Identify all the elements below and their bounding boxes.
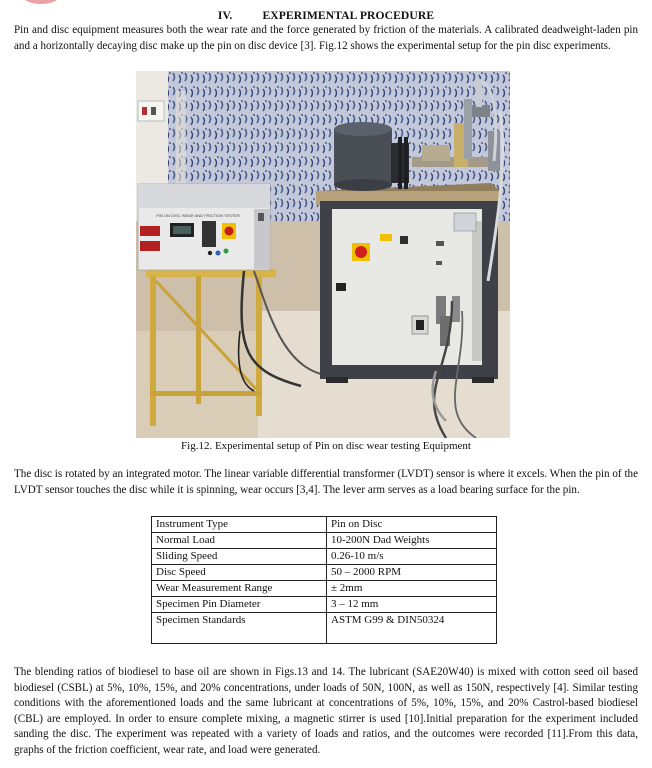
table-cell-value: Pin on Disc [327,517,497,533]
table-cell-label: Wear Measurement Range [152,581,327,597]
table-row [152,549,497,565]
paragraph-intro: Pin and disc equipment measures both the wear rate and the force generated by friction of the materials. A calibrated deadweight-laden pin and a horizontally decaying disc make up the pin on disc device [3]. Fig.12 shows the experimental setup for the pin disc experiments. [14,24,638,52]
table-cell-value: 0.26-10 m/s [327,549,497,565]
paragraph-blending: The blending ratios of biodiesel to base oil are shown in Figs.13 and 14. The lubricant (SAE20W40) is mixed with cotton seed oil based biodiesel (CSBL) at 5%, 10%, 15%, and 20% concentrations, under loads of 50N, 100N, as well as 150N, respectively [4]. Similar testing conditions with the aforementioned loads and the same lubricant at concentrations of 5%, 10%, 15%, and 20% Castrol-based biodiesel (CBL) are employed. In order to ensure complete mixing, a magnetic stirrer is used [10].Initial preparation for the experiment included sanding the disc. The experiment was repeated with a variety of loads and ratios, and the outcomes were recorded [11].From this data, graphs of the friction coefficient, wear rate, and load were generated. [14,666,638,756]
table-row [152,517,497,533]
table-cell-value: 10-200N Dad Weights [327,533,497,549]
table-row [152,565,497,581]
table-cell-value: 50 – 2000 RPM [327,565,497,581]
page-corner-mark [22,0,60,4]
table-cell-label: Specimen Pin Diameter [152,597,327,613]
controller-label: PIN ON DISC WEAR AND FRICTION TESTER [156,213,240,218]
table-row [152,581,497,597]
table-cell-value: 3 – 12 mm [327,597,497,613]
experimental-setup-photo [136,71,510,438]
figure-caption: Fig.12. Experimental setup of Pin on disc wear testing Equipment [181,440,471,452]
table-row [152,597,497,613]
specifications-table [151,516,497,644]
table-cell-value: ± 2mm [327,581,497,597]
section-heading [0,9,652,22]
section-title: EXPERIMENTAL PROCEDURE [262,9,435,22]
table-cell-label: Specimen Standards [152,613,327,644]
paragraph-lvdt: The disc is rotated by an integrated motor. The linear variable differential transformer (LVDT) sensor is where it excels. When the pin of the LVDT sensor touches the disc while it is spinning, wear occurs [3,4]. The lever arm serves as a load bearing surface for the pin. [14,468,638,496]
table-cell-label: Disc Speed [152,565,327,581]
table-cell-label: Normal Load [152,533,327,549]
table-row [152,613,497,644]
table-cell-label: Instrument Type [152,517,327,533]
section-number: IV. [217,9,233,22]
table-cell-value: ASTM G99 & DIN50324 [327,613,497,644]
table-cell-label: Sliding Speed [152,549,327,565]
table-row [152,533,497,549]
